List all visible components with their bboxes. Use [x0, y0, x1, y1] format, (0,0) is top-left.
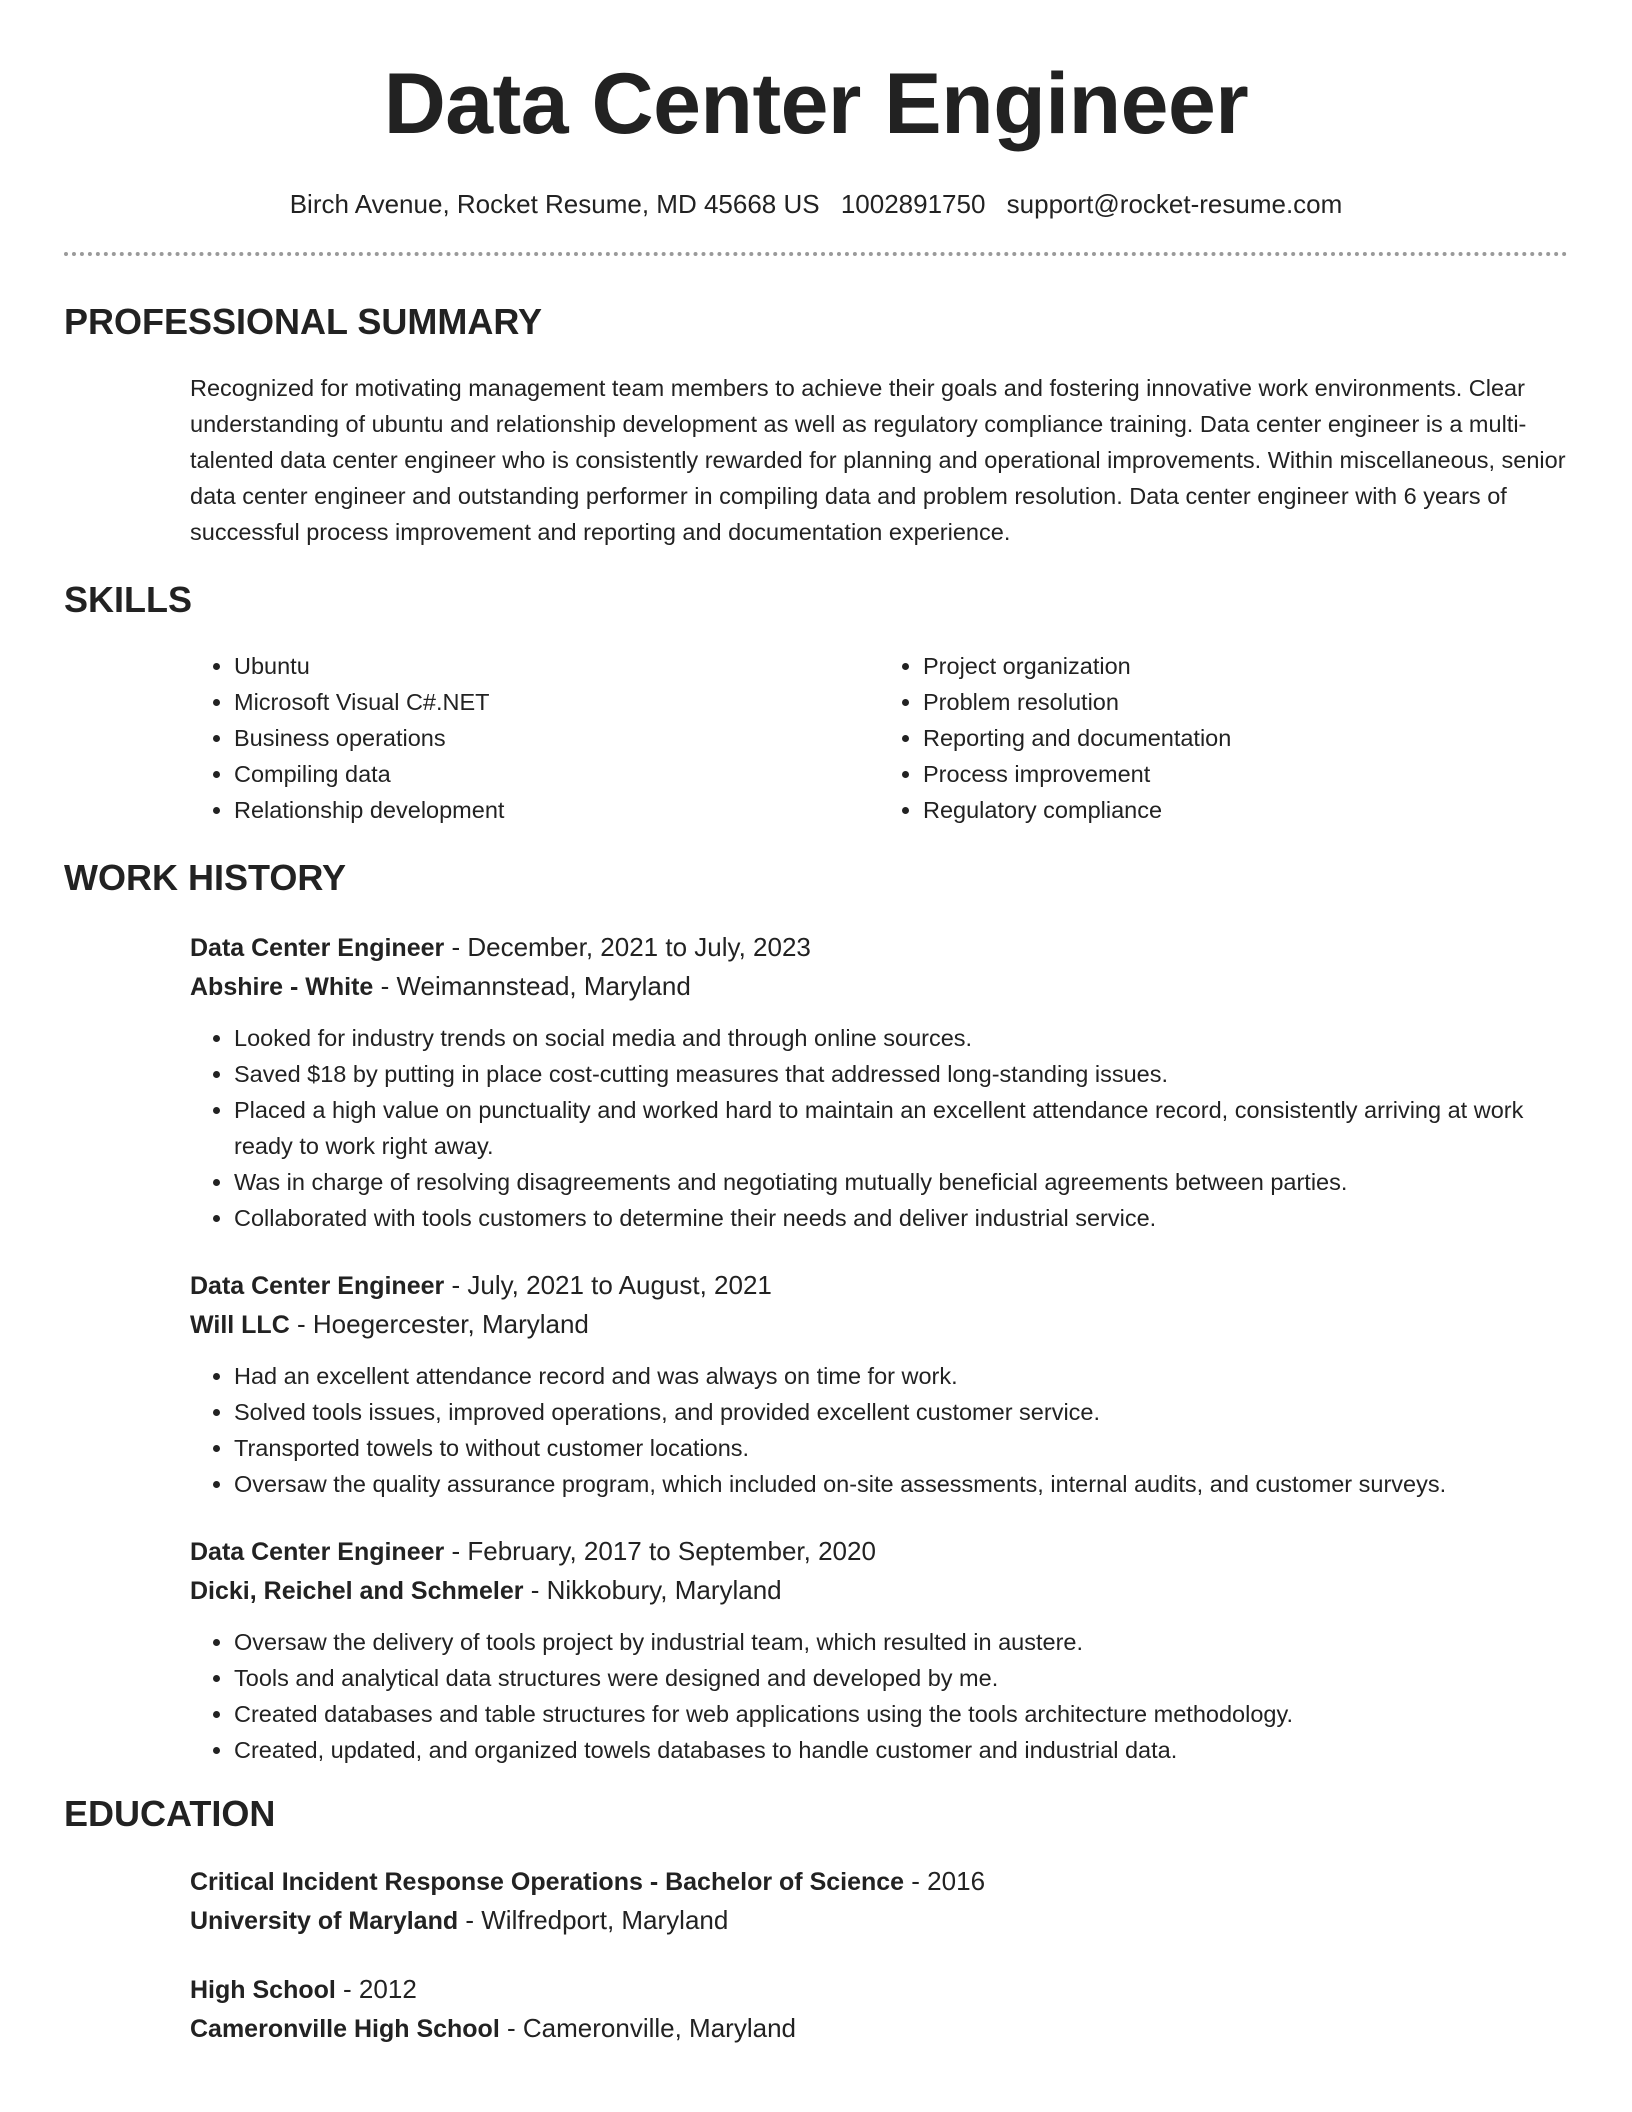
header-divider: [64, 252, 1568, 256]
job-company-line: [190, 1305, 1568, 1344]
skill-item: • Compiling data: [234, 756, 879, 792]
job-bullet: • Transported towels to without customer locations.: [234, 1430, 1568, 1466]
job-bullet: • Had an excellent attendance record and was always on time for work.: [234, 1358, 1568, 1394]
contact-line: [64, 188, 1568, 220]
skills-section: [64, 578, 1568, 828]
job-title-line: [190, 928, 1568, 967]
degree-year: - 2012: [335, 1974, 417, 2004]
education-section: [64, 1792, 1568, 2048]
summary-heading: PROFESSIONAL SUMMARY: [64, 301, 543, 342]
candidate-name: Data Center Engineer: [383, 56, 1249, 152]
job-bullet: • Saved $18 by putting in place cost-cutting measures that addressed long-standing issues.: [234, 1056, 1568, 1092]
school-location: - Cameronville, Maryland: [499, 2013, 796, 2043]
skill-item: • Project organization: [923, 648, 1568, 684]
job-bullet: • Placed a high value on punctuality and worked hard to maintain an excellent attendance record, consistently arriving at work ready to work right away.: [234, 1092, 1568, 1164]
school-line: [190, 2009, 1568, 2048]
job-bullet: • Created, updated, and organized towels databases to handle customer and industrial data.: [234, 1732, 1568, 1768]
degree-line: [190, 1862, 1568, 1901]
degree-year: - 2016: [904, 1866, 986, 1896]
job-location: - Nikkobury, Maryland: [523, 1575, 782, 1605]
skill-item: • Business operations: [234, 720, 879, 756]
skill-item: • Reporting and documentation: [923, 720, 1568, 756]
job-company: Will LLC: [190, 1311, 290, 1339]
job-bullet: • Solved tools issues, improved operations, and provided excellent customer service.: [234, 1394, 1568, 1430]
degree-line: [190, 1970, 1568, 2009]
job-title-line: [190, 1532, 1568, 1571]
job-bullet: • Oversaw the delivery of tools project by industrial team, which resulted in austere.: [234, 1624, 1568, 1660]
job-bullets: [190, 1020, 1568, 1236]
job-company: Abshire - White: [190, 973, 374, 1001]
school-name: University of Maryland: [190, 1907, 459, 1935]
job-location: - Weimannstead, Maryland: [373, 971, 691, 1001]
degree-name: High School: [190, 1976, 336, 2004]
degree-name: Critical Incident Response Operations - Bachelor of Science: [190, 1868, 905, 1896]
job-role: Data Center Engineer: [190, 1272, 445, 1300]
job-bullet: • Tools and analytical data structures were designed and developed by me.: [234, 1660, 1568, 1696]
school-name: Cameronville High School: [190, 2015, 500, 2043]
job-bullet: • Created databases and table structures for web applications using the tools architecture methodology.: [234, 1696, 1568, 1732]
job-dates: - December, 2021 to July, 2023: [444, 932, 811, 962]
job-dates: - February, 2017 to September, 2020: [444, 1536, 876, 1566]
skills-columns: [190, 648, 1568, 828]
education-heading: EDUCATION: [64, 1793, 276, 1834]
skills-left-list: [190, 648, 879, 828]
skill-item: • Ubuntu: [234, 648, 879, 684]
school-line: [190, 1901, 1568, 1940]
job-location: - Hoegercester, Maryland: [289, 1309, 589, 1339]
job-bullet: • Oversaw the quality assurance program, which included on-site assessments, internal audits, and customer surveys.: [234, 1466, 1568, 1502]
job-role: Data Center Engineer: [190, 1538, 445, 1566]
job-title-line: [190, 1266, 1568, 1305]
skill-item: • Relationship development: [234, 792, 879, 828]
skill-item: • Microsoft Visual C#.NET: [234, 684, 879, 720]
job-bullets: [190, 1624, 1568, 1768]
job-bullet: • Collaborated with tools customers to determine their needs and deliver industrial service.: [234, 1200, 1568, 1236]
school-location: - Wilfredport, Maryland: [458, 1905, 729, 1935]
skill-item: • Problem resolution: [923, 684, 1568, 720]
education-entry: [190, 1970, 1568, 2048]
job-company-line: [190, 1571, 1568, 1610]
job-entry: [190, 1266, 1568, 1502]
job-bullet: • Was in charge of resolving disagreements and negotiating mutually beneficial agreements between parties.: [234, 1164, 1568, 1200]
summary-paragraph: Recognized for motivating management team members to achieve their goals and fostering innovative work environments. Clear understanding of ubuntu and relationship development as well as regulatory compliance training. Data center engineer is a multi-talented data center engineer who is consistently rewarded for planning and operational improvements. Within miscellaneous, senior data center engineer and outstanding performer in compiling data and problem resolution. Data center engineer with 6 years of successful process improvement and reporting and documentation experience.: [190, 375, 1566, 545]
job-company-line: [190, 967, 1568, 1006]
job-entry: [190, 928, 1568, 1236]
job-bullets: [190, 1358, 1568, 1502]
job-company: Dicki, Reichel and Schmeler: [190, 1577, 524, 1605]
job-entry: [190, 1532, 1568, 1768]
work-history-heading: WORK HISTORY: [64, 857, 347, 898]
skills-right-list: [879, 648, 1568, 828]
skill-item: • Regulatory compliance: [923, 792, 1568, 828]
email-text: support@rocket-resume.com: [1006, 189, 1343, 219]
work-history-section: [64, 856, 1568, 1768]
job-role: Data Center Engineer: [190, 934, 445, 962]
education-entry: [190, 1862, 1568, 1940]
skills-heading: SKILLS: [64, 579, 193, 620]
phone-text: 1002891750: [840, 189, 986, 219]
skill-item: • Process improvement: [923, 756, 1568, 792]
address-text: Birch Avenue, Rocket Resume, MD 45668 US: [289, 189, 820, 219]
summary-section: [64, 300, 1568, 550]
job-bullet: • Looked for industry trends on social media and through online sources.: [234, 1020, 1568, 1056]
job-dates: - July, 2021 to August, 2021: [444, 1270, 772, 1300]
